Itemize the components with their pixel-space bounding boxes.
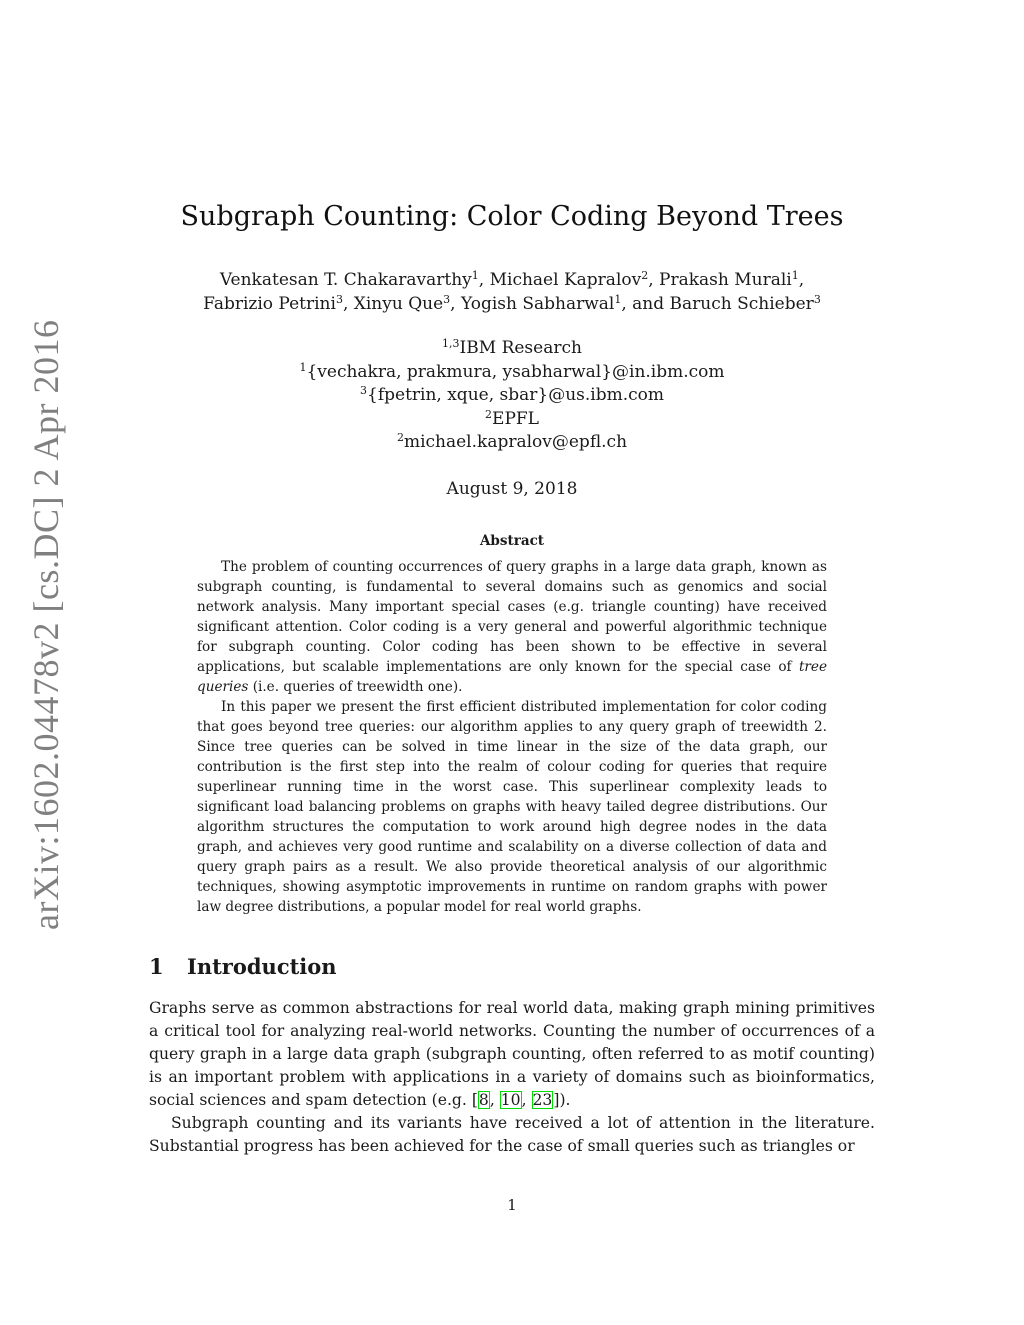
affiliation-mark: 3	[360, 384, 368, 397]
affiliation-line	[0, 361, 1024, 385]
author-name: Yogish Sabharwal	[460, 294, 615, 314]
author-name: Prakash Murali	[659, 270, 792, 290]
author-name: Fabrizio Petrini	[203, 294, 336, 314]
paper-title: Subgraph Counting: Color Coding Beyond Trees	[180, 201, 844, 232]
abstract-body	[197, 557, 827, 917]
section-body	[149, 997, 875, 1158]
author-list	[0, 268, 1024, 316]
author-conjunction: and	[632, 294, 665, 314]
author-name: Venkatesan T. Chakaravarthy	[219, 270, 472, 290]
citation-separator: ,	[489, 1091, 500, 1109]
affiliation-text: EPFL	[492, 408, 539, 429]
affiliation-mark: 2	[396, 431, 404, 444]
affiliation-mark: 2	[485, 407, 493, 421]
affiliation-line	[0, 431, 1024, 455]
author-affiliation-mark: 1	[471, 269, 479, 282]
author-name: Michael Kapralov	[489, 270, 642, 290]
author-line-1: Venkatesan T. Chakaravarthy$^1$, Michael Kapralov$^2$, Prakash Murali$^1$,	[219, 269, 805, 290]
affiliation-email: {fpetrin, xque, sbar}@us.ibm.com	[367, 385, 664, 405]
affiliation-line	[0, 384, 1024, 408]
affiliation-mark: 1	[299, 360, 307, 374]
publication-date: August 9, 2018	[446, 479, 578, 499]
affiliation-email: michael.kapralov@epfl.ch	[403, 432, 628, 452]
affiliation-line	[0, 337, 1024, 361]
section-heading	[149, 952, 849, 982]
affiliation-line	[0, 408, 1024, 432]
author-affiliation-mark: 1	[614, 293, 622, 306]
citation-separator: ,	[521, 1091, 532, 1109]
author-name: Baruch Schieber	[669, 294, 814, 314]
abstract-emphasis: tree queries	[197, 659, 827, 695]
body-text: ]).	[553, 1091, 571, 1109]
citation-link[interactable]: 23	[532, 1091, 553, 1109]
citation-link[interactable]: 8	[478, 1091, 489, 1109]
author-affiliation-mark: 3	[813, 293, 821, 306]
author-affiliation-mark: 2	[641, 269, 649, 282]
body-text: Graphs serve as common abstractions for real world data, making graph mining primitives a critical tool for analyzing real-world networks. Counting the number of occurrences of a query graph in a large data graph (subgraph counting, often referred to as motif counting) is an important problem with applications in a variety of domains such as bioinformatics, social sciences and spam detection (e.g. [	[149, 999, 875, 1109]
citation-link[interactable]: 10	[500, 1091, 521, 1109]
abstract-paragraph: In this paper we present the first efficient distributed implementation for color coding that goes beyond tree queries: our algorithm applies to any query graph of treewidth 2. Since tree queries can be solved in time linear in the size of the data graph, our contribution is the first step into the realm of colour coding for queries that require superlinear running time in the worst case. This superlinear complexity leads to significant load balancing problems on graphs with heavy tailed degree distributions. Our algorithm structures the computation to work around high degree nodes in the data graph, and achieves very good runtime and scalability on a diverse collection of data and query graph pairs as a result. We also provide theoretical analysis of our algorithmic techniques, showing asymptotic improvements in runtime on random graphs with power law degree distributions, a popular model for real world graphs.	[197, 699, 827, 915]
author-affiliation-mark: 3	[335, 293, 343, 306]
author-name: Xinyu Que	[353, 294, 444, 314]
page-number: 1	[507, 1196, 517, 1214]
affiliation-text: IBM Research	[459, 338, 582, 358]
author-affiliation-mark: 3	[443, 293, 451, 306]
affiliation-email: {vechakra, prakmura, ysabharwal}@in.ibm.com	[306, 361, 725, 382]
section-number: 1	[149, 954, 164, 979]
affiliation-mark: 1,3	[442, 337, 460, 350]
body-paragraph	[149, 997, 875, 1112]
author-line-2: Fabrizio Petrini$^3$, Xinyu Que$^3$, Yogish Sabharwal$^1$, and Baruch Schieber$^3$	[203, 293, 821, 314]
abstract-heading: Abstract	[479, 533, 545, 549]
author-affiliation-mark: 1	[791, 269, 799, 282]
abstract-paragraph	[197, 557, 827, 697]
body-paragraph: Subgraph counting and its variants have received a lot of attention in the literature. Substantial progress has been achieved for the case of small queries such as triangles or	[149, 1114, 875, 1155]
section-title: Introduction	[187, 954, 337, 979]
affiliation-block	[0, 337, 1024, 455]
abstract-text: (i.e. queries of treewidth one).	[252, 679, 463, 695]
arxiv-identifier-stamp: arXiv:1602.04478v2 [cs.DC] 2 Apr 2016	[26, 319, 66, 930]
abstract-text: The problem of counting occurrences of query graphs in a large data graph, known as subgraph counting, is fundamental to several domains such as genomics and social network analysis. Many important special cases (e.g. triangle counting) have received significant attention. Color coding is a very general and powerful algorithmic technique for subgraph counting. Color coding has been shown to be effective in several applications, but scalable implementations are only known for the special case of	[197, 559, 827, 675]
